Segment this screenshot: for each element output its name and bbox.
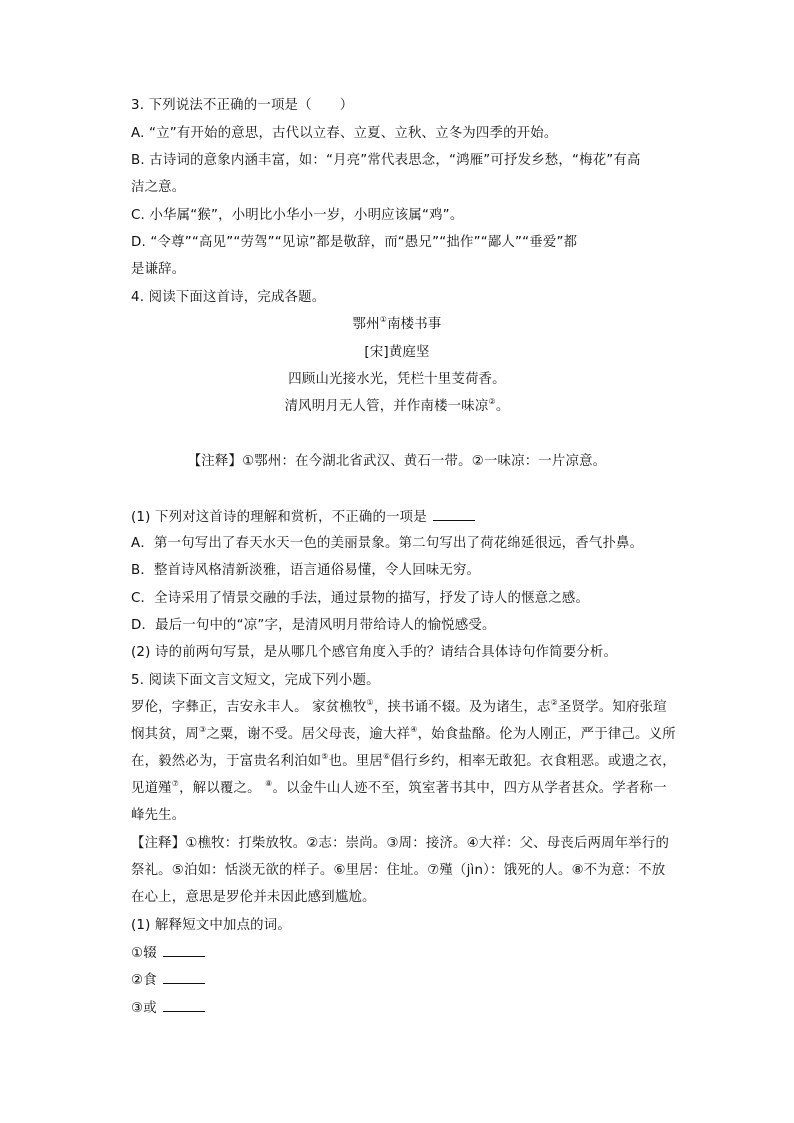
poem-author: [宋]黄庭坚	[364, 345, 430, 360]
q5-word-1: ①辍	[131, 944, 205, 963]
q5-stem: 5. 阅读下面文言文短文，完成下列小题。	[131, 673, 380, 688]
q3-option-c: C. 小华属“猴”，小明比小华小一岁，小明应该属“鸡”。	[131, 208, 464, 223]
q5-word-2: ②食	[131, 971, 205, 990]
q5-passage-line2: 悯其贫，周③之粟，谢不受。居父母丧，逾大祥④，始食盐酪。伦为人刚正，严于律己。义所	[131, 725, 676, 742]
q4-option-d: D．最后一句中的“凉”字，是清风明月带给诗人的愉悦感受。	[131, 618, 496, 633]
q3-option-d-line2: 是谦辞。	[131, 262, 186, 277]
q3-option-a: A. “立”有开始的意思，古代以立春、立夏、立秋、立冬为四季的开始。	[131, 126, 558, 141]
poem-line-1: 四顾山光接水光，凭栏十里芰荷香。	[288, 372, 506, 387]
q5-passage-line5: 峰先生。	[131, 808, 186, 823]
q4-stem: 4. 阅读下面这首诗，完成各题。	[131, 290, 326, 305]
q3-option-b-line1: B. 古诗词的意象内涵丰富，如：“月亮”常代表思念，“鸿雁”可抒发乡愁，“梅花”有高	[131, 153, 641, 168]
q5-passage-line1: 罗伦，字彝正，吉安永丰人。 家贫樵牧①，挟书诵不辍。及为诸生，志②圣贤学。知府张瑄	[131, 698, 667, 715]
q5-word-3: ③或	[131, 999, 205, 1018]
q5-note-line1: 【注释】①樵牧：打柴放牧。②志：崇尚。③周：接济。④大祥：父、母丧后两周年举行的	[131, 836, 670, 851]
q4-sub2: (2) 诗的前两句写景，是从哪几个感官角度入手的？请结合具体诗句作简要分析。	[131, 645, 618, 660]
q5-note-line2: 祭礼。⑤泊如：恬淡无欲的样子。⑥里居：住址。⑦殣（jìn）：饿死的人。⑧不为意：不放	[131, 863, 666, 878]
q5-note-line3: 在心上，意思是罗伦并未因此感到尴尬。	[131, 890, 376, 905]
q3-option-b-line2: 洁之意。	[131, 180, 186, 195]
poem-note: 【注释】①鄂州：在今湖北省武汉、黄石一带。②一味凉：一片凉意。	[187, 454, 607, 469]
q5-passage-line4: 见道殣⑦，解以覆之。 ⑧。以金牛山人迹不至，筑室著书其中，四方从学者甚众。学者称一	[131, 779, 667, 796]
q3-stem: 3. 下列说法不正确的一项是（ ）	[131, 98, 354, 113]
answer-blank[interactable]	[163, 999, 205, 1012]
answer-blank[interactable]	[433, 508, 475, 521]
poem-line-2: 清风明月无人管，并作南楼一味凉②。	[284, 397, 510, 414]
answer-blank[interactable]	[163, 971, 205, 984]
q4-sub1: (1) 下列对这首诗的理解和赏析，不正确的一项是	[131, 508, 475, 527]
q5-sub1: (1) 解释短文中加点的词。	[131, 918, 291, 933]
q4-option-c: C．全诗采用了情景交融的手法，通过景物的描写，抒发了诗人的惬意之感。	[131, 591, 590, 606]
answer-blank[interactable]	[163, 944, 205, 957]
q3-option-d-line1: D. “令尊”“高见”“劳驾”“见谅”都是敬辞，而“愚兄”“拙作”“鄙人”“垂爱”都	[131, 235, 578, 250]
poem-title: 鄂州①南楼书事	[352, 315, 442, 332]
q5-passage-line3: 在，毅然必为，于富贵名利泊如⑤也。里居⑥倡行乡约，相率无敢犯。衣食粗恶。或遗之衣，	[131, 752, 676, 769]
q4-option-a: A．第一句写出了春天水天一色的美丽景象。第二句写出了荷花绵延很远，香气扑鼻。	[131, 536, 644, 551]
q4-option-b: B．整首诗风格清新淡雅，语言通俗易懂，令人回味无穷。	[131, 563, 481, 578]
